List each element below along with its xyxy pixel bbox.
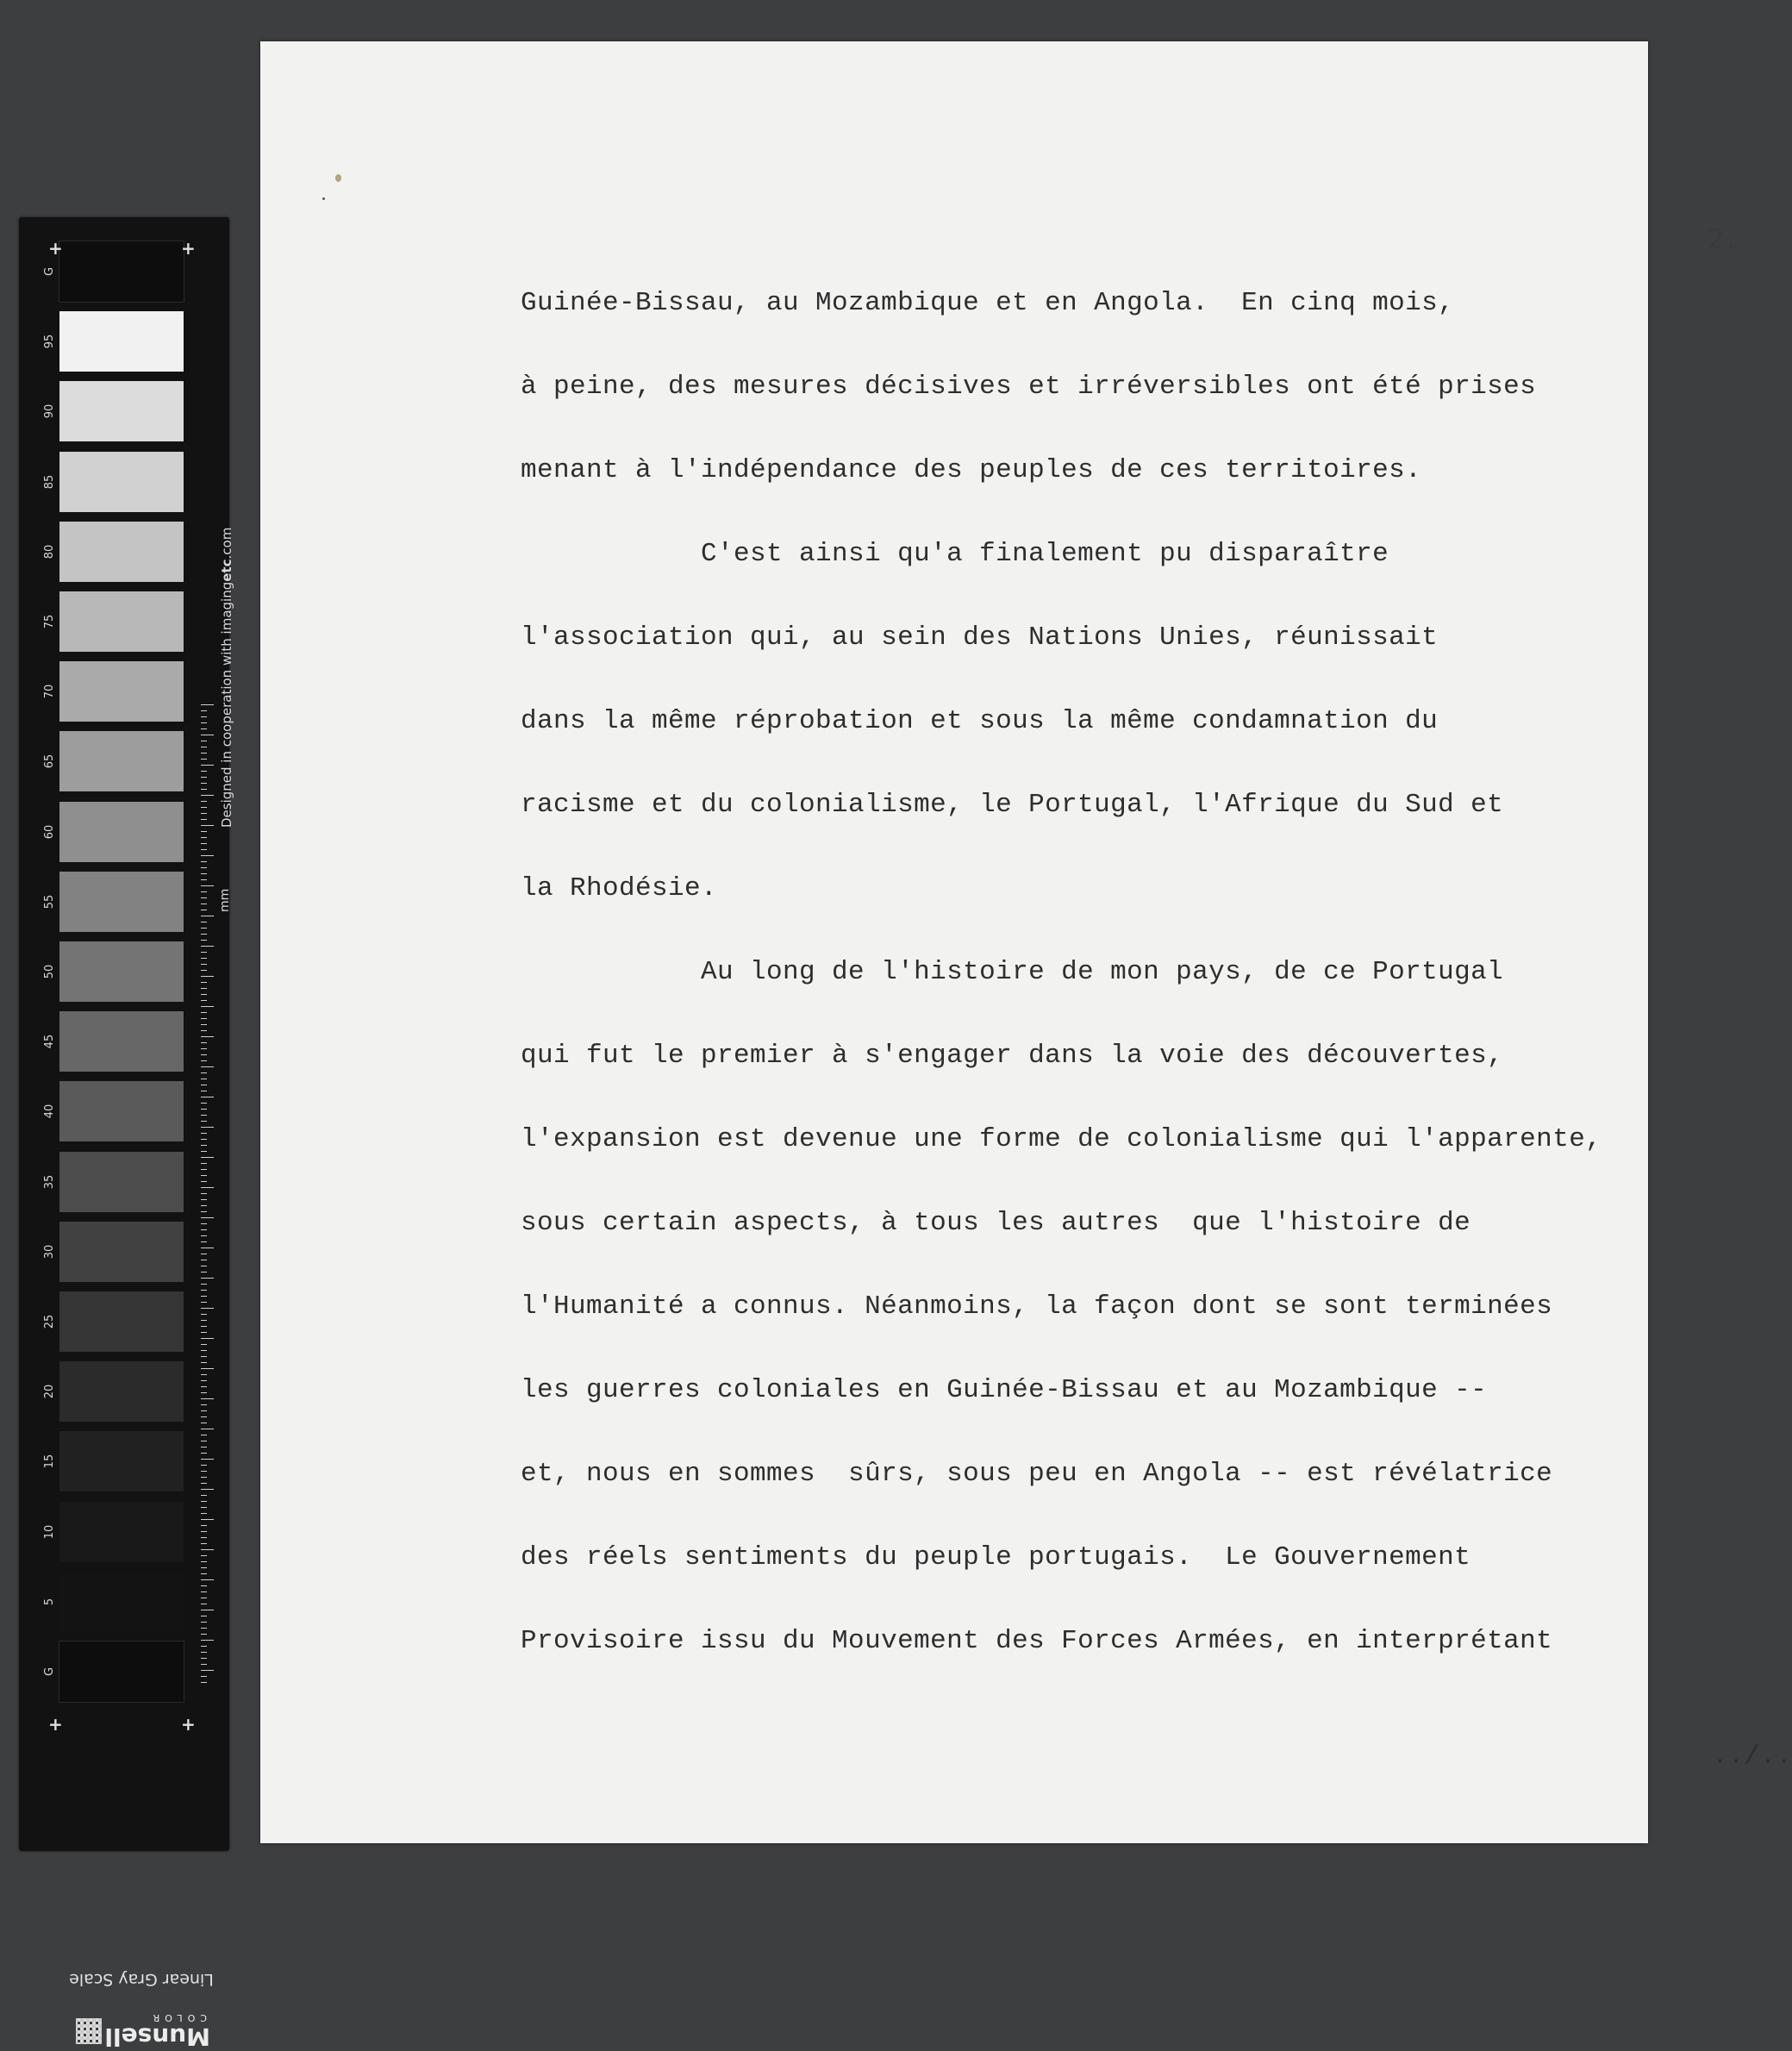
gray-patch-label: 40 bbox=[43, 1104, 56, 1119]
gray-patch bbox=[59, 1641, 184, 1702]
gray-patch-label: 30 bbox=[43, 1244, 56, 1260]
designed-suffix: .com bbox=[219, 527, 234, 560]
text-line: les guerres coloniales en Guinée-Bissau et au Mozambique -- bbox=[521, 1375, 1488, 1405]
designed-bold: etc bbox=[219, 559, 234, 582]
gray-patch bbox=[59, 941, 184, 1002]
gray-patch-label: 20 bbox=[43, 1384, 56, 1399]
text-line: à peine, des mesures décisives et irréversibles ont été prises bbox=[521, 372, 1537, 402]
gray-patch-label: 70 bbox=[43, 684, 56, 699]
document-page bbox=[260, 41, 1792, 1843]
gray-patch bbox=[59, 1361, 184, 1422]
gray-patch-label: 10 bbox=[43, 1524, 56, 1539]
text-line: Au long de l'histoire de mon pays, de ce Portugal bbox=[521, 957, 1504, 987]
gray-patch bbox=[59, 1291, 184, 1352]
gray-patch-label: 75 bbox=[43, 614, 56, 629]
gray-patch-label: 45 bbox=[43, 1034, 56, 1049]
paper-speck bbox=[322, 197, 325, 200]
gray-patch bbox=[59, 731, 184, 791]
mm-ruler-major-ticks bbox=[201, 704, 214, 1684]
gray-patch-label: 15 bbox=[43, 1454, 56, 1469]
gray-patch-label: 5 bbox=[43, 1598, 56, 1605]
gray-patch bbox=[59, 661, 184, 722]
text-line: l'association qui, au sein des Nations Unies, réunissait bbox=[521, 622, 1439, 653]
designed-prefix: Designed in cooperation with imaging bbox=[219, 581, 234, 828]
gray-patch bbox=[59, 802, 184, 862]
text-line: la Rhodésie. bbox=[521, 873, 718, 904]
gray-patch-label: 80 bbox=[43, 544, 56, 560]
munsell-logo-icon bbox=[76, 2018, 102, 2044]
text-line: qui fut le premier à s'engager dans la voie des découvertes, bbox=[521, 1041, 1504, 1071]
plus-mark: + bbox=[181, 238, 196, 259]
text-line: Guinée-Bissau, au Mozambique et en Angola. En cinq mois, bbox=[521, 288, 1455, 318]
gray-patch bbox=[59, 1431, 184, 1491]
gray-patch bbox=[59, 241, 184, 302]
text-line: Provisoire issu du Mouvement des Forces Armées, en interprétant bbox=[521, 1626, 1553, 1656]
gray-patch-label: G bbox=[43, 1666, 56, 1677]
gray-patch-label: 35 bbox=[43, 1174, 56, 1189]
brand-name: Munsell bbox=[104, 2023, 210, 2051]
plus-mark: + bbox=[181, 1714, 196, 1735]
brand-sub: COLOR bbox=[147, 2012, 207, 2023]
gray-patch-label: 60 bbox=[43, 824, 56, 839]
gray-patch-label: 65 bbox=[43, 754, 56, 769]
gray-patch bbox=[59, 872, 184, 932]
gray-patch bbox=[59, 522, 184, 582]
gray-patch bbox=[59, 591, 184, 652]
text-line: menant à l'indépendance des peuples de ces territoires. bbox=[521, 455, 1422, 485]
gray-patch bbox=[59, 1152, 184, 1212]
text-line: sous certain aspects, à tous les autres que l'histoire de bbox=[521, 1208, 1471, 1238]
plus-mark: + bbox=[48, 1714, 63, 1735]
page-number: 2. bbox=[1708, 224, 1739, 253]
gray-patch-label: 25 bbox=[43, 1314, 56, 1329]
gray-patch-label: 85 bbox=[43, 474, 56, 489]
text-line: dans la même réprobation et sous la même condamnation du bbox=[521, 706, 1439, 736]
text-line: l'Humanité a connus. Néanmoins, la façon dont se sont terminées bbox=[521, 1291, 1553, 1322]
gray-patch bbox=[59, 1502, 184, 1562]
continuation-mark: ../.. bbox=[1712, 1741, 1792, 1772]
gray-patch-label: 55 bbox=[43, 894, 56, 910]
text-line: C'est ainsi qu'a finalement pu disparaître bbox=[521, 539, 1389, 569]
gray-patch bbox=[59, 381, 184, 441]
text-line: des réels sentiments du peuple portugais. Le Gouvernement bbox=[521, 1542, 1471, 1573]
scale-title: Linear Gray Scale bbox=[69, 1970, 214, 1989]
gray-patch-label: 90 bbox=[43, 404, 56, 419]
ruler-unit-label: mm bbox=[218, 888, 232, 912]
gray-patch bbox=[59, 1011, 184, 1072]
gray-patch-label: G bbox=[43, 266, 56, 277]
gray-patch bbox=[59, 1222, 184, 1282]
munsell-brand bbox=[72, 2006, 210, 2049]
gray-patch bbox=[59, 452, 184, 512]
text-line: l'expansion est devenue une forme de colonialisme qui l'apparente, bbox=[521, 1124, 1602, 1154]
gray-patch bbox=[59, 1081, 184, 1141]
paper-speck bbox=[335, 174, 341, 182]
gray-patch-label: 50 bbox=[43, 964, 56, 979]
designed-credit bbox=[219, 528, 234, 828]
plus-mark: + bbox=[48, 238, 63, 259]
gray-scale-card bbox=[19, 217, 234, 2051]
gray-patch bbox=[59, 311, 184, 372]
text-line: racisme et du colonialisme, le Portugal, l'Afrique du Sud et bbox=[521, 790, 1504, 820]
gray-patch-label: 95 bbox=[43, 334, 56, 349]
gray-patch bbox=[59, 1572, 184, 1632]
text-line: et, nous en sommes sûrs, sous peu en Angola -- est révélatrice bbox=[521, 1459, 1553, 1489]
